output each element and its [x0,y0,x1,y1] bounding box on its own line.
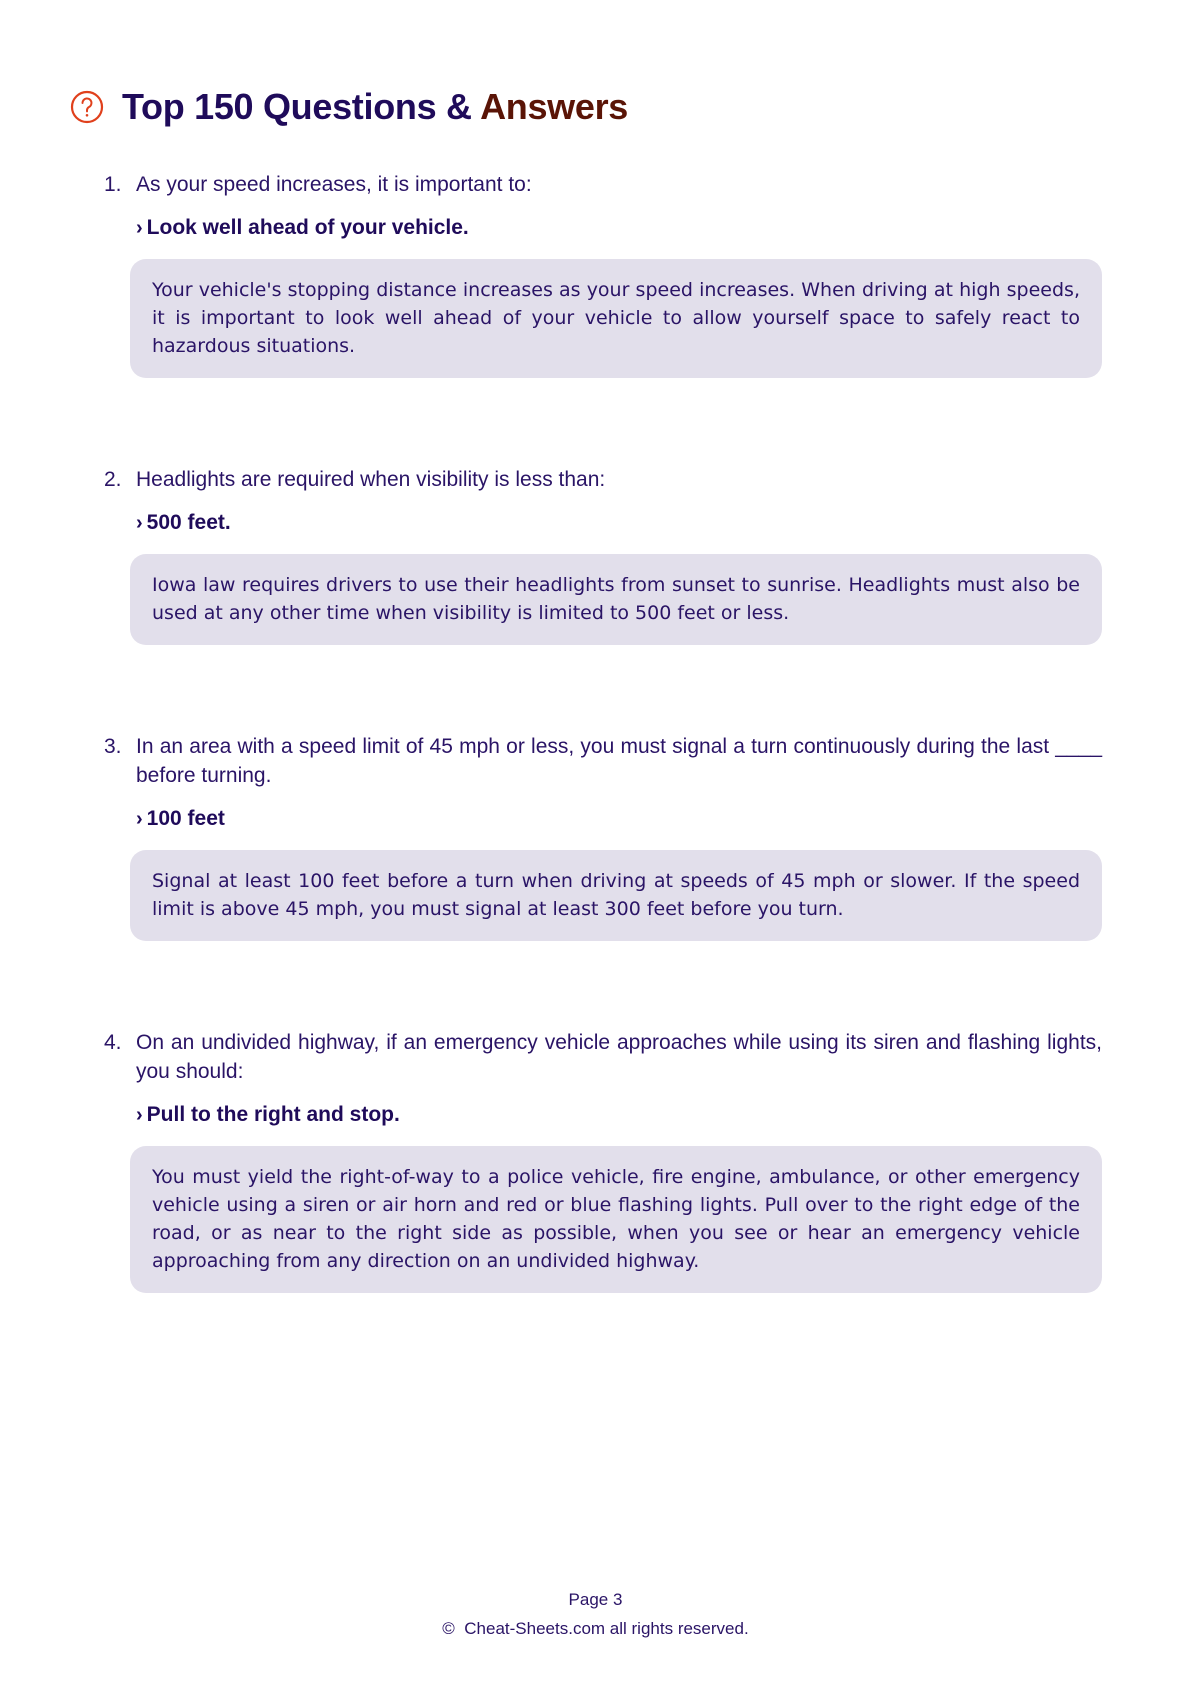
page-title [122,86,628,128]
qa-item [104,465,1102,645]
question-text: Headlights are required when visibility is less than: [136,468,606,491]
answer-text: Look well ahead of your vehicle. [146,216,469,239]
question-text: On an undivided highway, if an emergency vehicle approaches while using its siren and flashing lights, you should: [136,1031,1102,1083]
question [104,465,1102,494]
copyright-text: Cheat-Sheets.com all rights reserved. [464,1619,749,1638]
explanation-box: Iowa law requires drivers to use their headlights from sunset to sunrise. Headlights must also be used at any other time when visibility is limited to 500 feet or less. [130,554,1102,645]
chevron-right-icon: › [136,1104,143,1126]
question-number: 2. [104,468,122,491]
chevron-right-icon: › [136,808,143,830]
explanation-box: Your vehicle's stopping distance increases as your speed increases. When driving at high speeds, it is important to look well ahead of your vehicle to allow yourself space to safely react to hazardous situations. [130,259,1102,378]
chevron-right-icon: › [136,217,143,239]
question-number: 4. [104,1031,122,1054]
page-header [70,84,628,130]
copyright-icon: © [442,1619,455,1638]
answer [136,215,1102,241]
answer [136,510,1102,536]
qa-item [104,732,1102,941]
chevron-right-icon: › [136,512,143,534]
question-number: 1. [104,173,122,196]
page-number: Page 3 [568,1590,623,1609]
question [104,1028,1102,1086]
question-text: As your speed increases, it is important to: [136,173,532,196]
title-main: Top 150 Questions & [122,86,481,127]
question [104,732,1102,790]
answer-text: Pull to the right and stop. [146,1103,400,1126]
answer-text: 500 feet. [146,511,231,534]
question [104,170,1102,199]
explanation-box: You must yield the right-of-way to a police vehicle, fire engine, ambulance, or other emergency vehicle using a siren or air horn and red or blue flashing lights. Pull over to the right edge of the road, or as near to the right side as possible, when you see or hear an emergency vehicle approaching from any direction on an undivided highway. [130,1146,1102,1293]
answer [136,806,1102,832]
answer [136,1102,1102,1128]
copyright [0,1619,1191,1639]
question-circle-icon [70,90,104,124]
qa-item [104,1028,1102,1293]
explanation-box: Signal at least 100 feet before a turn when driving at speeds of 45 mph or slower. If the speed limit is above 45 mph, you must signal at least 300 feet before you turn. [130,850,1102,941]
answer-text: 100 feet [146,807,225,830]
question-text: In an area with a speed limit of 45 mph or less, you must signal a turn continuously during the last ____ before turning. [136,735,1102,787]
question-number: 3. [104,735,122,758]
qa-item [104,170,1102,378]
title-accent: Answers [480,86,629,127]
